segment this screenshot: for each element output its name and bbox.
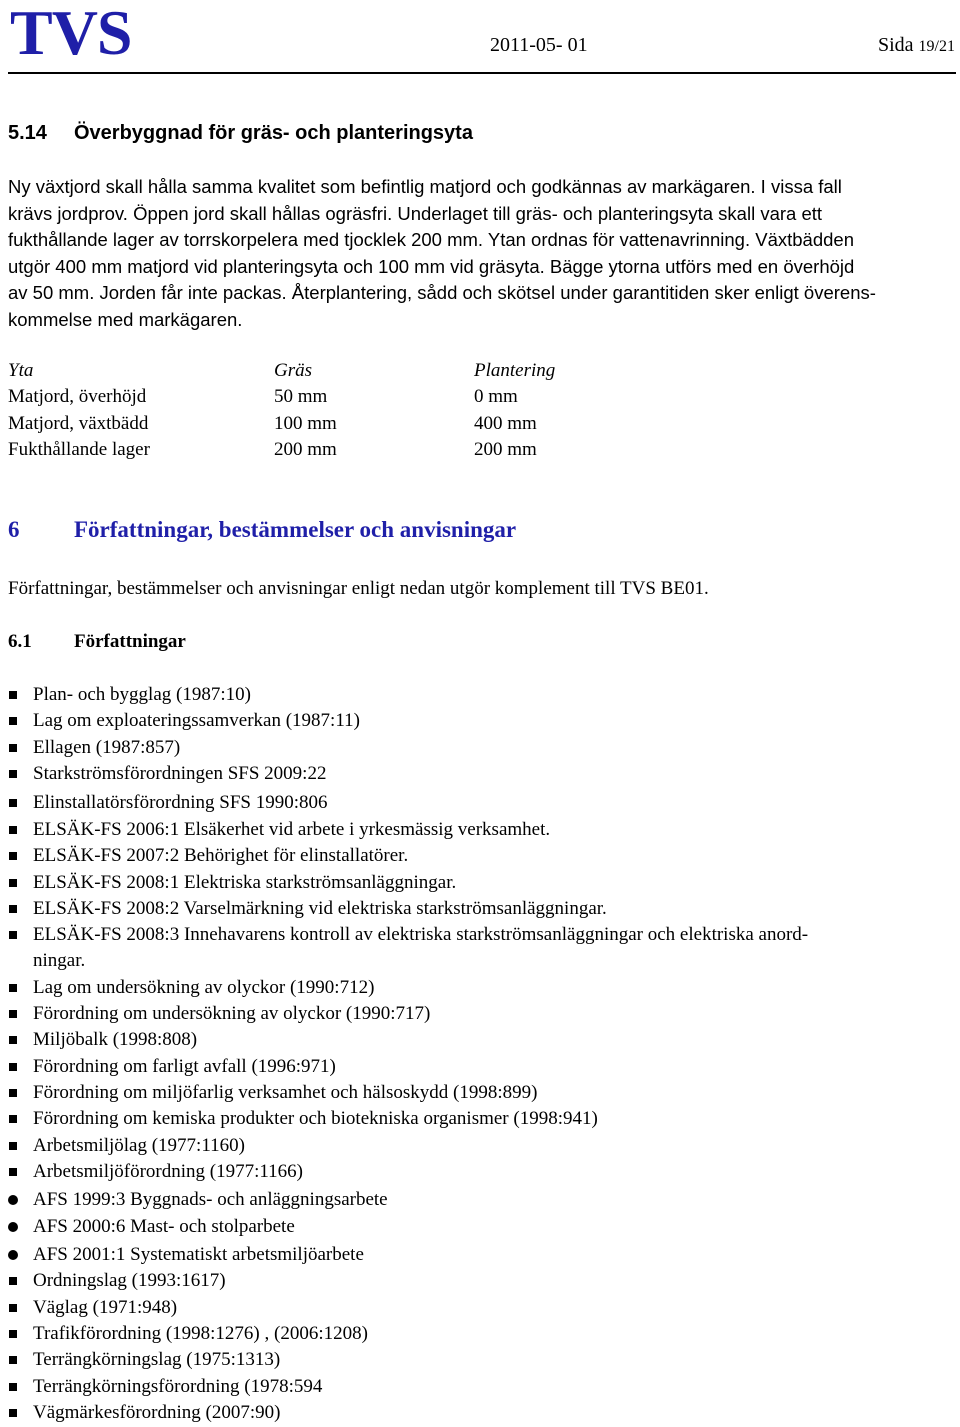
list-item-text: Starkströmsförordningen SFS 2009:22 xyxy=(33,763,327,784)
round-bullet-icon xyxy=(8,1242,22,1268)
table-header-yta: Yta xyxy=(8,360,34,381)
header-divider xyxy=(8,72,956,74)
table-cell: 200 mm xyxy=(274,438,337,460)
square-bullet-icon xyxy=(8,1295,22,1321)
list-item-text: ELSÄK-FS 2008:2 Varselmärkning vid elektriska starkströmsanläggningar. xyxy=(33,898,607,919)
table-cell: Matjord, överhöjd xyxy=(8,386,147,408)
table-header-gras: Gräs xyxy=(274,360,313,381)
list-item-text: Arbetsmiljöförordning (1977:1166) xyxy=(33,1161,304,1182)
square-bullet-icon xyxy=(8,870,22,896)
list-item-text: Ellagen (1987:857) xyxy=(33,737,181,758)
table-cell: 200 mm xyxy=(474,438,537,460)
list-item-text: Förordning om farligt avfall (1996:971) xyxy=(33,1056,336,1077)
list-item-text: Terrängkörningsförordning (1978:594 xyxy=(33,1376,323,1397)
section-number: 5.14 xyxy=(8,122,47,144)
section-6-1-heading xyxy=(8,631,186,653)
layer-thickness-table xyxy=(8,358,674,463)
square-bullet-icon xyxy=(8,790,22,816)
square-bullet-icon xyxy=(8,1133,22,1159)
table-header-row xyxy=(8,358,674,384)
square-bullet-icon xyxy=(8,761,22,787)
square-bullet-icon xyxy=(8,1321,22,1347)
square-bullet-icon xyxy=(8,1001,22,1027)
square-bullet-icon xyxy=(8,1347,22,1373)
square-bullet-icon xyxy=(8,1400,22,1426)
list-item-text: AFS 2001:1 Systematiskt arbetsmiljöarbete xyxy=(33,1244,364,1265)
list-item-text: Vägmärkesförordning (2007:90) xyxy=(33,1402,281,1423)
list-item-text: Plan- och bygglag (1987:10) xyxy=(33,684,251,705)
paragraph-line: krävs jordprov. Öppen jord skall hållas ogräsfri. Underlaget till gräs- och planteringsyta skall vara ett xyxy=(8,202,823,224)
paragraph-line: kommelse med markägaren. xyxy=(8,308,243,330)
paragraph-line: utgör 400 mm matjord vid planteringsyta och 100 mm vid gräsyta. Bägge ytorna utförs med en överhöjd xyxy=(8,255,855,277)
list-item-text: Lag om undersökning av olyckor (1990:712) xyxy=(33,977,375,998)
list-item-text: Arbetsmiljölag (1977:1160) xyxy=(33,1135,245,1156)
table-cell: Fukthållande lager xyxy=(8,438,150,460)
square-bullet-icon xyxy=(8,1159,22,1185)
list-item-text: Elinstallatörsförordning SFS 1990:806 xyxy=(33,792,328,813)
section-5-14-paragraph xyxy=(8,174,953,333)
list-item-text: Förordning om kemiska produkter och biotekniska organismer (1998:941) xyxy=(33,1108,598,1129)
list-item-text: Väglag (1971:948) xyxy=(33,1297,178,1318)
list-item-text: Terrängkörningslag (1975:1313) xyxy=(33,1349,281,1370)
round-bullet-icon xyxy=(8,1187,22,1213)
square-bullet-icon xyxy=(8,817,22,843)
square-bullet-icon xyxy=(8,896,22,922)
section-title: Författningar xyxy=(74,631,186,652)
paragraph-line: fukthållande lager av torrskorpelera med tjocklek 200 mm. Ytan ordnas för vattenavrinning. Växtbädden xyxy=(8,229,854,250)
section-6-text: Författningar, bestämmelser och anvisningar enligt nedan utgör komplement till TVS BE01. xyxy=(8,578,709,599)
square-bullet-icon xyxy=(8,1374,22,1400)
table-row xyxy=(8,437,674,463)
list-item-text: ELSÄK-FS 2008:3 Innehavarens kontroll av elektriska starkströmsanläggningar och elektriska anord- xyxy=(33,924,809,945)
list-item-text: Förordning om miljöfarlig verksamhet och hälsoskydd (1998:899) xyxy=(33,1082,538,1103)
square-bullet-icon xyxy=(8,975,22,1001)
document-date: 2011-05- 01 xyxy=(490,34,588,56)
tvs-logo: TVS xyxy=(10,0,132,68)
square-bullet-icon xyxy=(8,708,22,734)
page-number xyxy=(878,34,955,57)
square-bullet-icon xyxy=(8,1027,22,1053)
section-number: 6 xyxy=(8,517,20,542)
square-bullet-icon xyxy=(8,735,22,761)
square-bullet-icon xyxy=(8,1106,22,1132)
paragraph-line: Ny växtjord skall hålla samma kvalitet som befintlig matjord och godkännas av markägaren. I vissa fall xyxy=(8,176,842,197)
section-5-14-heading xyxy=(8,122,473,145)
list-item-text: ELSÄK-FS 2008:1 Elektriska starkströmsanläggningar. xyxy=(33,872,457,893)
square-bullet-icon xyxy=(8,922,22,948)
list-item-text: Lag om exploateringssamverkan (1987:11) xyxy=(33,710,360,731)
page-count: 19/21 xyxy=(918,38,955,55)
list-item-text: ELSÄK-FS 2007:2 Behörighet för elinstallatörer. xyxy=(33,845,409,866)
square-bullet-icon xyxy=(8,1080,22,1106)
page-label: Sida xyxy=(877,34,914,56)
square-bullet-icon xyxy=(8,843,22,869)
page-header xyxy=(10,0,955,70)
table-row xyxy=(8,411,674,437)
section-6-heading xyxy=(8,517,516,543)
list-item-text-continued: ningar. xyxy=(33,950,86,972)
table-row xyxy=(8,384,674,410)
list-item-text: Trafikförordning (1998:1276) , (2006:1208) xyxy=(33,1323,368,1344)
list-item-text: ELSÄK-FS 2006:1 Elsäkerhet vid arbete i yrkesmässig verksamhet. xyxy=(33,819,551,840)
square-bullet-icon xyxy=(8,1054,22,1080)
table-cell: 100 mm xyxy=(274,412,337,434)
paragraph-line: av 50 mm. Jorden får inte packas. Återplantering, sådd och skötsel under garantitiden sker enligt överens- xyxy=(8,282,876,303)
table-cell: 400 mm xyxy=(474,412,537,434)
list-item-text: Miljöbalk (1998:808) xyxy=(33,1029,198,1050)
section-number: 6.1 xyxy=(8,631,32,652)
table-cell: Matjord, växtbädd xyxy=(8,412,149,434)
square-bullet-icon xyxy=(8,682,22,708)
round-bullet-icon xyxy=(8,1214,22,1240)
table-cell: 50 mm xyxy=(274,386,328,408)
list-item-text: AFS 1999:3 Byggnads- och anläggningsarbete xyxy=(33,1189,388,1210)
list-item-text: Förordning om undersökning av olyckor (1990:717) xyxy=(33,1003,431,1024)
section-title: Författningar, bestämmelser och anvisningar xyxy=(74,517,517,542)
square-bullet-icon xyxy=(8,1268,22,1294)
table-cell: 0 mm xyxy=(474,386,518,408)
list-item-text: Ordningslag (1993:1617) xyxy=(33,1270,226,1291)
list-item-text: AFS 2000:6 Mast- och stolparbete xyxy=(33,1216,295,1237)
section-title: Överbyggnad för gräs- och planteringsyta xyxy=(74,122,473,144)
table-header-plantering: Plantering xyxy=(474,360,556,381)
